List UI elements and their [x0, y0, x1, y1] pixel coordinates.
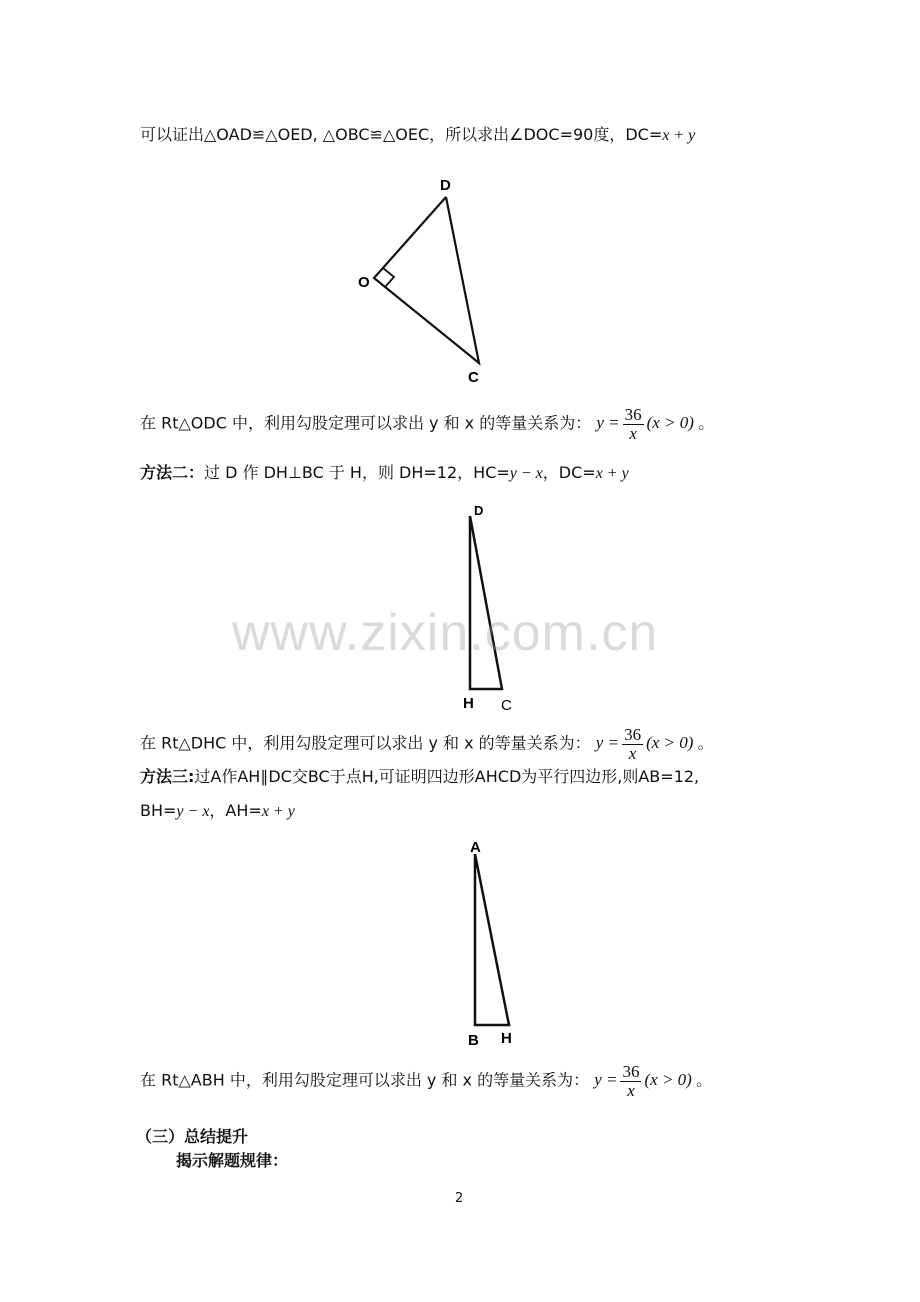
watermark: www.zixin.com.cn — [232, 604, 659, 662]
section-subheading: 揭示解题规律： — [176, 1151, 289, 1170]
dc-expression: x + y — [595, 465, 629, 482]
label-a: A — [470, 839, 481, 856]
triangle-abh-edges — [475, 854, 509, 1025]
formula-condition: (x > 0) — [646, 733, 694, 753]
section-heading: （三）总结提升 — [136, 1127, 249, 1146]
fraction-denominator: x — [629, 424, 637, 443]
right-angle-marker — [383, 268, 394, 287]
page-number: 2 — [455, 1191, 464, 1206]
formula — [595, 725, 698, 763]
formula — [594, 1062, 696, 1100]
label-h: H — [501, 1030, 512, 1047]
fraction-numerator: 36 — [622, 1062, 640, 1081]
relation-text: 在 Rt△ABH 中，利用勾股定理可以求出 y 和 x 的等量关系为： — [140, 1070, 590, 1090]
formula-lhs: y = — [595, 733, 620, 753]
dc-expression: x + y — [662, 127, 696, 144]
label-c: C — [501, 697, 512, 714]
label-d: D — [474, 503, 484, 518]
fraction — [622, 726, 643, 763]
bh-expression: y − x — [176, 803, 210, 820]
method-three-mid: ，AH= — [209, 801, 262, 820]
fraction — [623, 406, 644, 443]
label-h: H — [463, 695, 474, 712]
fraction — [620, 1063, 641, 1100]
relation-text: 在 Rt△ODC 中，利用勾股定理可以求出 y 和 x 的等量关系为： — [140, 413, 592, 433]
relation-line-abh — [140, 1063, 712, 1100]
period: 。 — [696, 1070, 713, 1090]
proof-line — [140, 124, 695, 147]
formula-lhs: y = — [594, 1070, 618, 1090]
method-three-line — [140, 766, 699, 788]
triangle-odc-figure — [350, 170, 500, 385]
relation-line-dhc — [140, 726, 714, 763]
hc-expression: y − x — [509, 465, 543, 482]
fraction-denominator: x — [628, 744, 637, 763]
method-two-line — [140, 462, 629, 485]
relation-text: 在 Rt△DHC 中，利用勾股定理可以求出 y 和 x 的等量关系为： — [140, 733, 591, 753]
formula-lhs: y = — [596, 413, 620, 433]
method-three-line-2 — [140, 800, 295, 823]
method-two-mid: ，DC= — [542, 463, 596, 482]
triangle-abh-figure — [460, 832, 530, 1050]
formula-condition: (x > 0) — [644, 1070, 692, 1090]
period: 。 — [698, 413, 715, 433]
label-c: C — [468, 369, 479, 385]
formula — [596, 405, 698, 443]
label-o: O — [358, 274, 370, 291]
method-three-text: 过A作AH∥DC交BC于点H,可证明四边形AHCD为平行四边形,则AB=12, — [194, 767, 700, 786]
label-d: D — [440, 177, 451, 194]
period: 。 — [697, 733, 714, 753]
fraction-denominator: x — [627, 1081, 635, 1100]
method-three-title: 方法三: — [140, 767, 195, 786]
fraction-numerator: 36 — [624, 405, 642, 424]
triangle-odc-edges — [374, 197, 479, 363]
method-two-title: 方法二： — [140, 463, 205, 482]
method-two-text: 过 D 作 DH⊥BC 于 H，则 DH=12，HC= — [204, 463, 510, 482]
fraction-numerator: 36 — [624, 725, 642, 744]
label-b: B — [468, 1032, 479, 1049]
bh-label: BH= — [140, 801, 177, 820]
ah-expression: x + y — [261, 803, 295, 820]
relation-line-odc — [140, 406, 714, 443]
proof-text: 可以证出△OAD≌△OED, △OBC≌△OEC，所以求出∠DOC=90度，DC= — [140, 125, 663, 144]
formula-condition: (x > 0) — [646, 413, 694, 433]
